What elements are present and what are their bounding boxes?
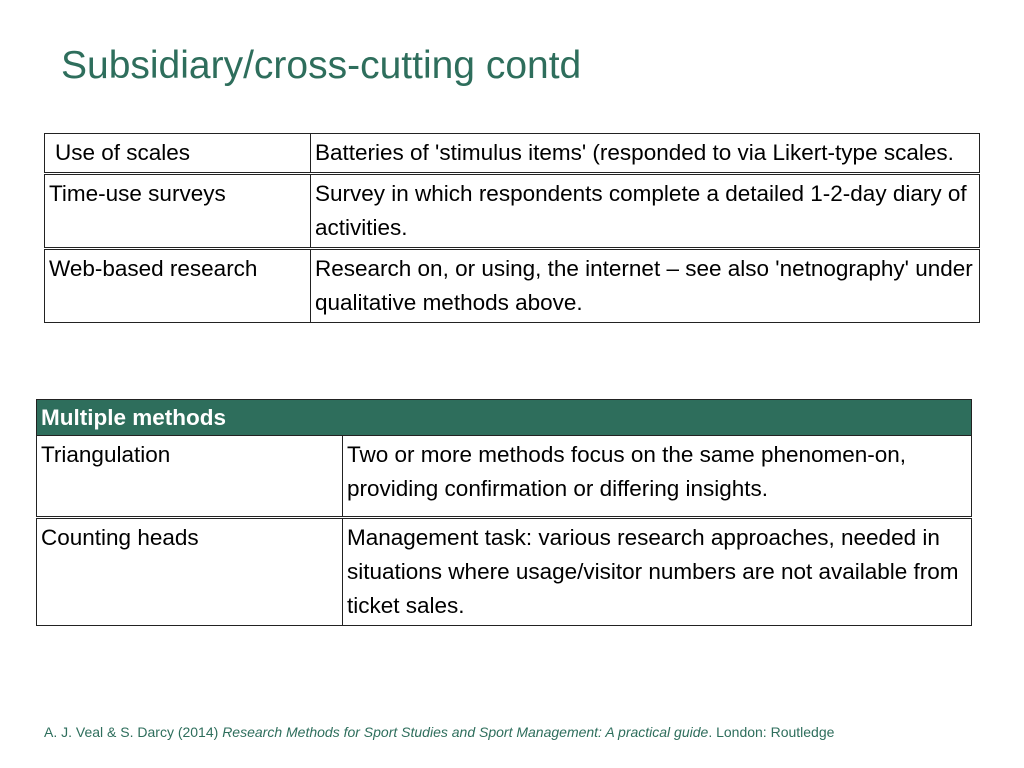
citation-publisher: . London: Routledge — [708, 724, 835, 740]
table-row — [45, 134, 980, 174]
table-row — [37, 436, 972, 518]
definition-cell: Research on, or using, the internet – see also 'netnography' under qualitative methods above. — [311, 249, 980, 323]
table-row — [45, 174, 980, 249]
term-cell: Counting heads — [37, 518, 343, 626]
citation-footer — [44, 724, 834, 740]
definition-cell: Management task: various research approaches, needed in situations where usage/visitor numbers are not available from ticket sales. — [343, 518, 972, 626]
term-cell: Web-based research — [45, 249, 311, 323]
definition-cell: Batteries of 'stimulus items' (responded to via Likert-type scales. — [311, 134, 980, 174]
citation-book-title: Research Methods for Sport Studies and Sport Management: A practical guide — [222, 724, 709, 740]
table-header: Multiple methods — [37, 400, 972, 436]
table-header-row — [37, 400, 972, 436]
definition-cell: Survey in which respondents complete a detailed 1-2-day diary of activities. — [311, 174, 980, 249]
slide-title: Subsidiary/cross-cutting contd — [61, 44, 582, 87]
methods-table — [44, 133, 980, 323]
term-cell: Time-use surveys — [45, 174, 311, 249]
multiple-methods-table — [36, 399, 972, 626]
table-row — [37, 518, 972, 626]
term-cell: Use of scales — [45, 134, 311, 174]
citation-authors: A. J. Veal & S. Darcy (2014) — [44, 724, 223, 740]
definition-cell: Two or more methods focus on the same phenomen-on, providing confirmation or differing insights. — [343, 436, 972, 518]
table-row — [45, 249, 980, 323]
term-cell: Triangulation — [37, 436, 343, 518]
